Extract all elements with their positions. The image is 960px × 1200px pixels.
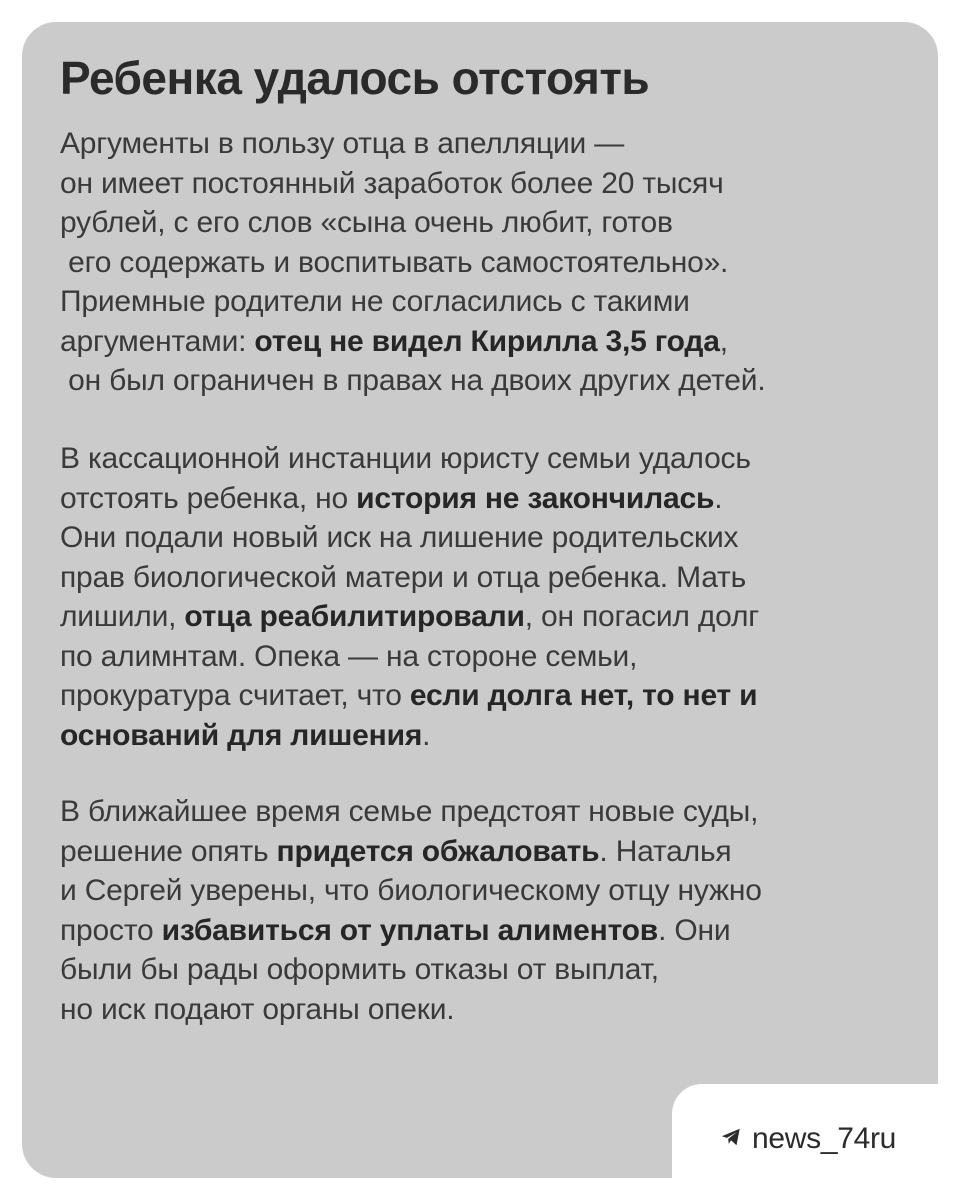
text-span: , [719, 324, 728, 358]
bold-text: отца реабилитировали [184, 600, 525, 633]
text-span: прокуратура считает, что [60, 679, 410, 712]
text-span: его содержать и воспитывать самостоятельно». [60, 245, 729, 279]
text-span: . Они [658, 913, 731, 947]
text-line [60, 950, 920, 990]
text-span: В кассационной инстанции юристу семьи удалось [60, 442, 751, 475]
text-line [60, 871, 920, 911]
text-line [60, 716, 920, 756]
text-span: Приемные родители не согласились с такими [60, 285, 690, 318]
text-span: были бы рады оформить отказы от выплат, [60, 953, 659, 986]
text-line [60, 558, 920, 598]
text-span: и Сергей уверены, что биологическому отцу нужно [60, 874, 762, 907]
text-span: он был ограничен в правах на двоих других детей. [60, 364, 766, 397]
bold-text: история не закончилась [356, 481, 715, 515]
text-span: . [714, 481, 723, 515]
text-span: В ближайшее время семье предстоят новые суды, [60, 795, 759, 828]
text-line [60, 203, 920, 243]
text-line [60, 637, 920, 677]
text-span: просто [60, 913, 162, 947]
text-span: лишили, [60, 600, 185, 633]
text-line [60, 676, 920, 716]
text-line [60, 164, 920, 204]
text-span: он имеет постоянный заработок более 20 тысяч [60, 166, 724, 200]
source-handle: news_74ru [752, 1122, 897, 1155]
text-span: прав биологической матери и отца ребенка. Мать [60, 560, 747, 594]
text-line [60, 479, 920, 519]
text-span: . Наталья [599, 834, 732, 868]
text-line [60, 361, 920, 401]
bold-text: оснований для лишения [60, 718, 423, 752]
text-line [60, 597, 920, 637]
telegram-icon [720, 1122, 742, 1156]
article-title: Ребенка удалось отстоять [60, 52, 650, 104]
text-line [60, 124, 920, 164]
text-line [60, 282, 920, 322]
text-span: но иск подают органы опеки. [60, 992, 455, 1026]
bold-text: если долга нет, то нет и [409, 679, 758, 712]
text-line [60, 832, 920, 872]
bold-text: придется обжаловать [276, 834, 600, 868]
bold-text: избавиться от уплаты алиментов [161, 913, 659, 947]
text-line [60, 322, 920, 362]
source-tag[interactable] [720, 1122, 896, 1156]
text-line [60, 439, 920, 479]
text-span: Аргументы в пользу отца в апелляции — [60, 127, 624, 160]
text-span: решение опять [60, 834, 277, 868]
text-line [60, 911, 920, 951]
paragraph-1 [60, 124, 920, 401]
text-line [60, 792, 920, 832]
text-span: Они подали новый иск на лишение родительских [60, 521, 739, 554]
text-line [60, 243, 920, 283]
text-span: отстоять ребенка, но [60, 481, 357, 515]
text-span: . [422, 718, 431, 752]
text-line [60, 518, 920, 558]
text-span: по алимнтам. Опека — на стороне семьи, [60, 639, 638, 673]
paragraph-3 [60, 792, 920, 1029]
text-line [60, 990, 920, 1030]
text-span: аргументами: [60, 324, 255, 358]
paragraph-2 [60, 439, 920, 755]
bold-text: отец не видел Кирилла 3,5 года [254, 324, 720, 358]
text-span: , он погасил долг [524, 600, 760, 633]
text-span: рублей, с его слов «сына очень любит, готов [60, 206, 673, 239]
